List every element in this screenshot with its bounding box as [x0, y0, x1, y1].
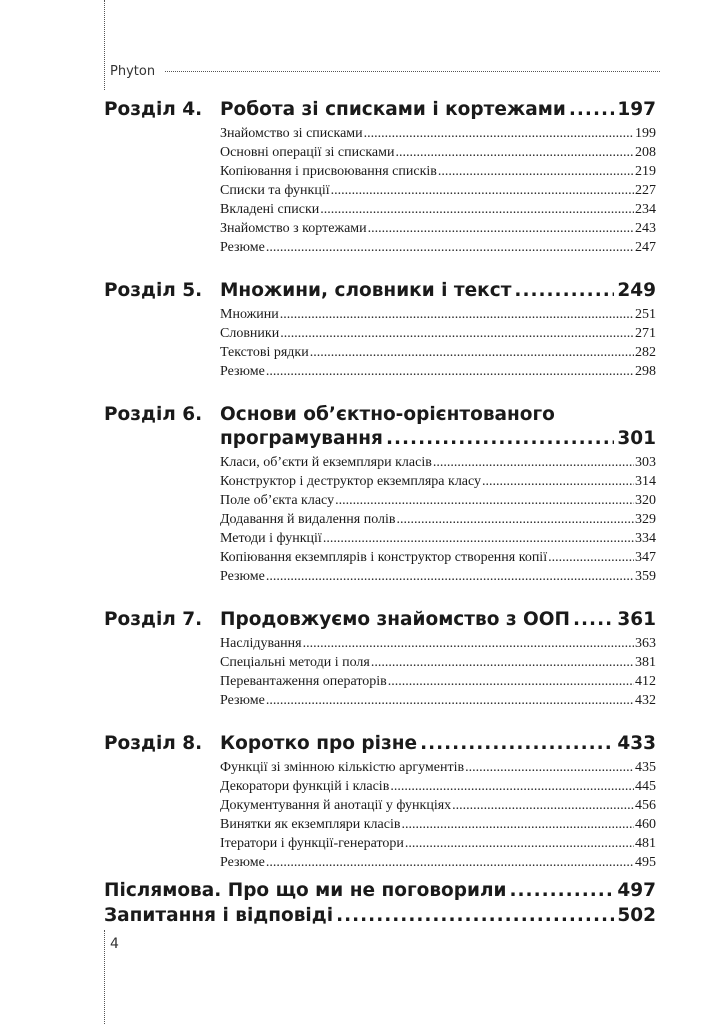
margin-rule-bottom: [104, 930, 105, 1024]
page-number: 4: [110, 936, 119, 952]
afterword-title: Післямова. Про що ми не поговорили: [104, 880, 507, 901]
toc-entry: Текстові рядки ..... 282: [220, 343, 656, 362]
chapter-heading: [104, 732, 656, 756]
chapter-label: Розділ 8.: [104, 733, 203, 754]
chapter-heading: [104, 403, 656, 427]
dot-leader: [573, 608, 614, 632]
toc-entry: Класи, об’єкти й екземпляри класів ..... 303: [220, 453, 656, 472]
toc-entry: Резюме ..... 495: [220, 853, 656, 872]
chapter-5: [104, 279, 656, 381]
chapter-title: Множини, словники і текст: [220, 280, 512, 301]
toc-entry: Знайомство зі списками ..... 199: [220, 124, 656, 143]
toc-entry: Конструктор і деструктор екземпляра класу ..... 314: [220, 472, 656, 491]
chapter-8: [104, 732, 656, 872]
chapter-title-continued: програмування: [220, 428, 383, 449]
table-of-contents: [104, 98, 656, 928]
toc-entry: Знайомство з кортежами ..... 243: [220, 219, 656, 238]
toc-entry: Методи і функції ..... 334: [220, 529, 656, 548]
toc-entry: Резюме ..... 247: [220, 238, 656, 257]
toc-entry: Функції зі змінною кількістю аргументів ..... 435: [220, 758, 656, 777]
toc-entry: Резюме ..... 359: [220, 567, 656, 586]
chapter-title: Основи об’єктно-орієнтованого: [220, 404, 555, 425]
chapter-label: Розділ 5.: [104, 280, 203, 301]
chapter-page: 301: [617, 428, 656, 449]
chapter-heading: [104, 608, 656, 632]
chapter-heading-continued: [220, 427, 656, 451]
qa-title: Запитання і відповіді: [104, 905, 334, 926]
chapter-title: Продовжуємо знайомство з ООП: [220, 609, 570, 630]
dot-leader: [336, 903, 614, 928]
running-header-rule: [165, 71, 660, 72]
chapter-4: [104, 98, 656, 257]
chapter-label: Розділ 6.: [104, 404, 203, 425]
chapter-page: 433: [617, 733, 656, 754]
running-header: [110, 64, 660, 79]
chapter-label: Розділ 7.: [104, 609, 203, 630]
toc-entry: Винятки як екземпляри класів ..... 460: [220, 815, 656, 834]
dot-leader: [509, 878, 614, 903]
toc-entry: Копіювання екземплярів і конструктор створення копії ..... 347: [220, 548, 656, 567]
chapter-title: Робота зі списками і кортежами: [220, 99, 566, 120]
dot-leader: [386, 427, 614, 451]
chapter-heading: [104, 98, 656, 122]
toc-entry: Декоратори функцій і класів ..... 445: [220, 777, 656, 796]
chapter-page: 249: [617, 280, 656, 301]
toc-entry: Резюме ..... 298: [220, 362, 656, 381]
afterword-page: 497: [617, 880, 656, 901]
toc-entry: Ітератори і функції-генератори ..... 481: [220, 834, 656, 853]
toc-entry: Спеціальні методи і поля ..... 381: [220, 653, 656, 672]
dot-leader: [569, 98, 615, 122]
afterword-entry: [104, 878, 656, 903]
toc-entry: Додавання й видалення полів ..... 329: [220, 510, 656, 529]
toc-entry: Документування й анотації у функціях ..... 456: [220, 796, 656, 815]
toc-entry: Словники ..... 271: [220, 324, 656, 343]
chapter-page: 197: [617, 99, 656, 120]
toc-entry: Списки та функції ..... 227: [220, 181, 656, 200]
chapter-7: [104, 608, 656, 710]
toc-entry: Наслідування ..... 363: [220, 634, 656, 653]
chapter-heading: [104, 279, 656, 303]
toc-entry: Поле об’єкта класу ..... 320: [220, 491, 656, 510]
toc-entry: Вкладені списки ..... 234: [220, 200, 656, 219]
chapter-label: Розділ 4.: [104, 99, 203, 120]
qa-page: 502: [617, 905, 656, 926]
dot-leader: [514, 279, 614, 303]
toc-entry: Множини ..... 251: [220, 305, 656, 324]
dot-leader: [420, 732, 614, 756]
running-header-title: Phyton: [110, 64, 156, 79]
toc-entry: Перевантаження операторів ..... 412: [220, 672, 656, 691]
chapter-6: [104, 403, 656, 586]
margin-rule-top: [104, 0, 105, 90]
toc-entry: Копіювання і присвоювання списків ..... 219: [220, 162, 656, 181]
qa-entry: [104, 903, 656, 928]
chapter-title: Коротко про різне: [220, 733, 418, 754]
toc-entry: Резюме ..... 432: [220, 691, 656, 710]
toc-entry: Основні операції зі списками ..... 208: [220, 143, 656, 162]
chapter-page: 361: [617, 609, 656, 630]
